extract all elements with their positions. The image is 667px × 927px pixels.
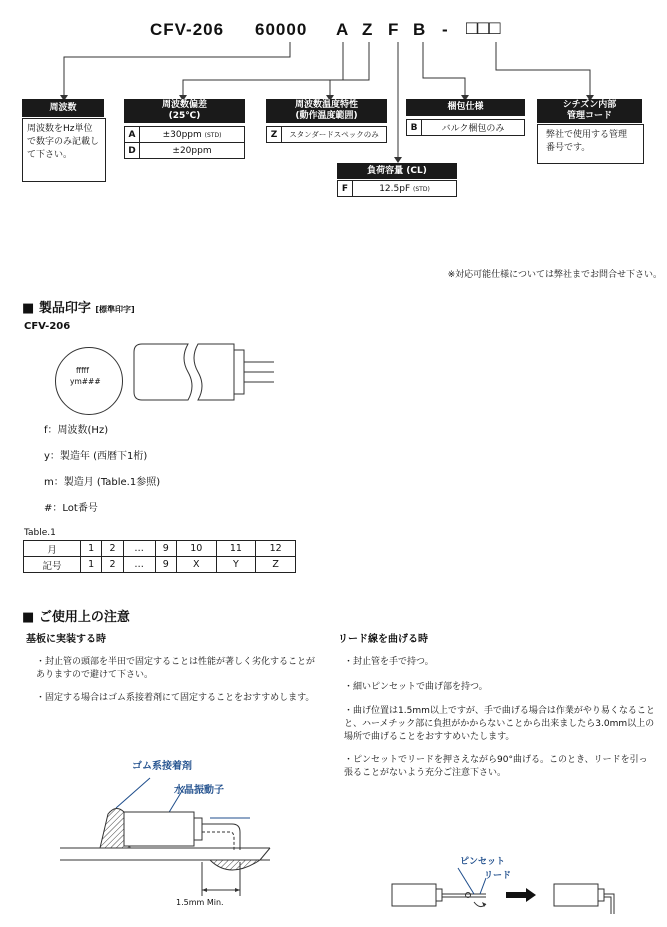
tolerance-value-d: ±20ppm [140,143,245,159]
pack-box-title: 梱包仕様 [406,99,525,116]
table-cell: Z [256,557,296,573]
mgmt-code-boxes: □□□ [466,18,501,39]
pack-value: バルク梱包のみ [422,120,525,136]
temp-title-sub: (動作温度範囲) [295,111,358,121]
mgmt-box-title [537,99,642,123]
tolerance-code-d: D [125,143,140,159]
right-paragraph-2: ・細いピンセットで曲げ部を持つ。 [344,682,488,692]
load-code: F [388,20,400,39]
table-row [125,143,245,159]
table-cell: … [123,541,155,557]
label-dimension: 1.5mm Min. [176,898,224,907]
legend-m: m：製造月 (Table.1参照) [44,477,161,488]
load-value: 12.5pF [379,183,411,194]
tolerance-code: A [336,20,350,39]
load-code-f: F [338,181,353,197]
table-row [24,557,296,573]
dash: - [442,20,449,39]
temp-box-title [266,99,387,123]
table-cell: 月 [24,541,81,557]
right-paragraph-1: ・封止管を手で持つ。 [344,657,434,667]
tolerance-value-a: ±30ppm [162,129,202,140]
label-adhesive: ゴム系接着剤 [132,761,192,772]
load-value-cell [353,181,457,197]
freq-box-title: 周波数 [22,99,104,117]
right-subtitle: リード線を曲げる時 [338,634,428,645]
temp-value: スタンダードスペックのみ [282,127,387,143]
model-code: CFV-206 [150,20,225,39]
table-row [24,541,296,557]
load-box-title: 負荷容量 (CL) [337,163,457,179]
table1-caption: Table.1 [24,528,56,538]
right-paragraph-4: ・ピンセットでリードを押さえながら90°曲げる。このとき、リードを引っ張ることがないよう充分ご注意下さい。 [344,755,648,778]
table-cell: 9 [155,541,176,557]
label-crystal: 水晶振動子 [174,785,224,796]
legend-y: y：製造年 (西暦下1桁) [44,451,148,462]
tolerance-table [124,126,245,159]
marking-bottom-line: ym### [70,377,101,386]
marking-title-sub: [標準印字] [95,305,135,314]
table-cell: 1 [81,557,102,573]
table-row [267,127,387,143]
label-lead: リード [484,871,512,881]
mounting-diagram [60,768,320,908]
table-cell: 2 [102,557,123,573]
tolerance-code-a: A [125,127,140,143]
marking-model: CFV-206 [24,321,71,332]
table-cell: X [176,557,216,573]
temp-title: 周波数温度特性 [294,100,358,110]
marking-title: 製品印字 [38,301,91,316]
mgmt-box-body: 弊社で使用する管理番号です。 [537,124,644,164]
right-paragraph-3: ・曲げ位置は1.5mm以上ですが、手で曲げる場合は作業がやり易くなることと、ハーメチック部に負担がかからないことから出来ましたら3.0mm以上の場所で曲げることをおすすめいたします。 [344,706,655,742]
marking-section-title [22,297,135,316]
caution-title: ご使用上の注意 [38,610,130,625]
tolerance-title-sub: (25℃) [168,111,201,121]
crystal-side-view [128,338,278,408]
mgmt-title-sub: 管理コード [566,111,612,121]
freq-code: 60000 [255,20,308,39]
pack-code: B [413,20,427,39]
table-row [125,127,245,143]
table-cell: 1 [81,541,102,557]
table-cell: 12 [256,541,296,557]
contact-note: ※対応可能仕様については弊社までお問合せ下さい。 [447,270,662,280]
table-cell: 記号 [24,557,81,573]
table-cell: 9 [155,557,176,573]
legend-f: f：周波数(Hz) [44,425,109,436]
tolerance-box-title [124,99,245,123]
left-paragraph-2: ・固定する場合はゴム系接着剤にて固定することをおすすめします。 [36,693,315,703]
pack-table [406,119,525,136]
table-cell: 10 [176,541,216,557]
table-row [338,181,457,197]
table-cell: … [123,557,155,573]
legend-hash: #：Lot番号 [44,503,98,514]
marking-top-line: fffff [76,366,89,375]
std-note: (STD) [204,131,222,139]
freq-box-body: 周波数をHz単位で数字のみ記載して下さい。 [22,118,106,182]
temp-code-z: Z [267,127,282,143]
section-mark: ■ [22,610,35,625]
table-cell: 11 [216,541,256,557]
load-table [337,180,457,197]
temp-code: Z [362,20,374,39]
table-row [407,120,525,136]
lead-bending-diagram [388,858,638,918]
left-paragraph-1: ・封止管の頭部を半田で固定することは性能が著しく劣化することがありますので避けて下さい。 [36,657,316,680]
section-mark: ■ [22,301,35,316]
table-cell: Y [216,557,256,573]
left-subtitle: 基板に実装する時 [26,634,106,645]
table-cell: 2 [102,541,123,557]
temp-table [266,126,387,143]
table1 [23,540,296,573]
label-tweezers: ピンセット [460,857,506,867]
tolerance-value-cell [140,127,245,143]
caution-section-title [22,606,130,625]
tolerance-title: 周波数偏差 [161,100,207,110]
std-note: (STD) [413,185,430,193]
mgmt-title: シチズン内部 [562,100,617,110]
pack-code-b: B [407,120,422,136]
